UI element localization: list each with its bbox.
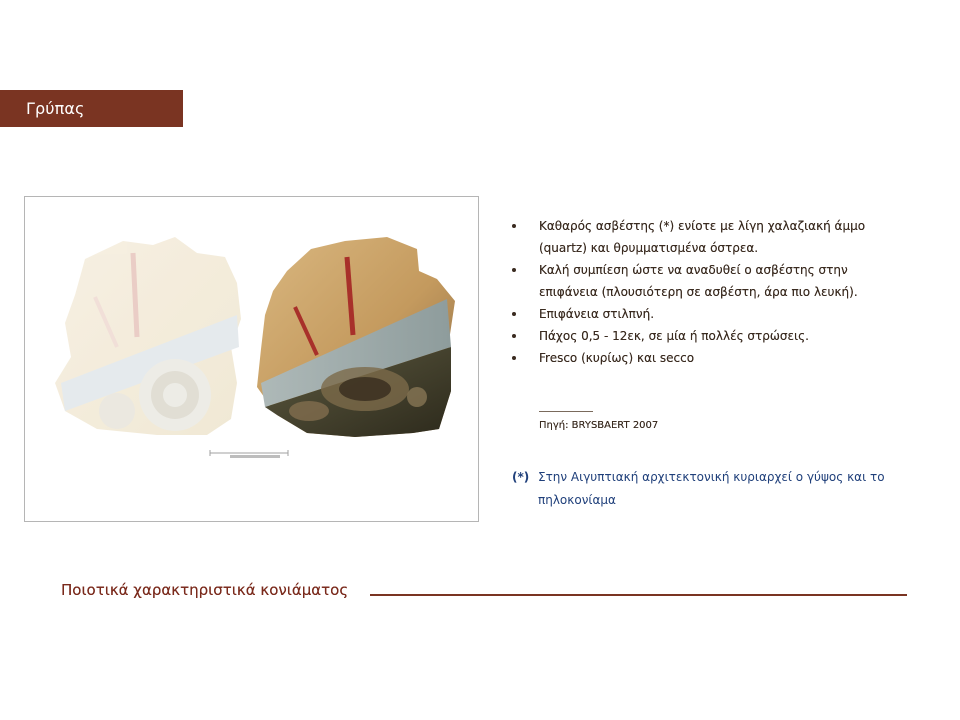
list-item: Καθαρός ασβέστης (*) ενίοτε με λίγη χαλαζιακή άμμο (quartz) και θρυμματισμένα όστρεα. bbox=[508, 215, 908, 259]
bullet-icon bbox=[512, 356, 516, 360]
fragment-illustration bbox=[25, 197, 480, 523]
list-item: Καλή συμπίεση ώστε να αναδυθεί ο ασβέστης στην επιφάνεια (πλουσιότερη σε ασβέστη, άρα πιο λευκή). bbox=[508, 259, 908, 303]
properties-list bbox=[508, 215, 908, 369]
bullet-icon bbox=[512, 268, 516, 272]
footer-title: Ποιοτικά χαρακτηριστικά κονιάματος bbox=[61, 581, 349, 599]
section-title: Γρύπας bbox=[26, 99, 85, 118]
bullet-icon bbox=[512, 224, 516, 228]
footer-rule bbox=[370, 594, 907, 596]
source-divider bbox=[539, 411, 593, 412]
footnote bbox=[512, 466, 907, 512]
bullet-icon bbox=[512, 312, 516, 316]
bullet-icon bbox=[512, 334, 516, 338]
scale-bar bbox=[210, 450, 288, 458]
list-item: Πάχος 0,5 - 12εκ, σε μία ή πολλές στρώσεις. bbox=[508, 325, 908, 347]
fragment-figure bbox=[24, 196, 479, 522]
footnote-marker: (*) bbox=[512, 470, 530, 484]
fragment-photo bbox=[257, 237, 455, 437]
section-header-bar bbox=[0, 90, 183, 127]
reconstruction-image bbox=[55, 237, 241, 435]
source-citation: Πηγή: BRYSBAERT 2007 bbox=[539, 420, 659, 431]
list-item: Fresco (κυρίως) και secco bbox=[508, 347, 908, 369]
footnote-text: Στην Αιγυπτιακή αρχιτεκτονική κυριαρχεί ο γύψος και το πηλοκονίαμα bbox=[538, 470, 885, 507]
list-item: Επιφάνεια στιλπνή. bbox=[508, 303, 908, 325]
